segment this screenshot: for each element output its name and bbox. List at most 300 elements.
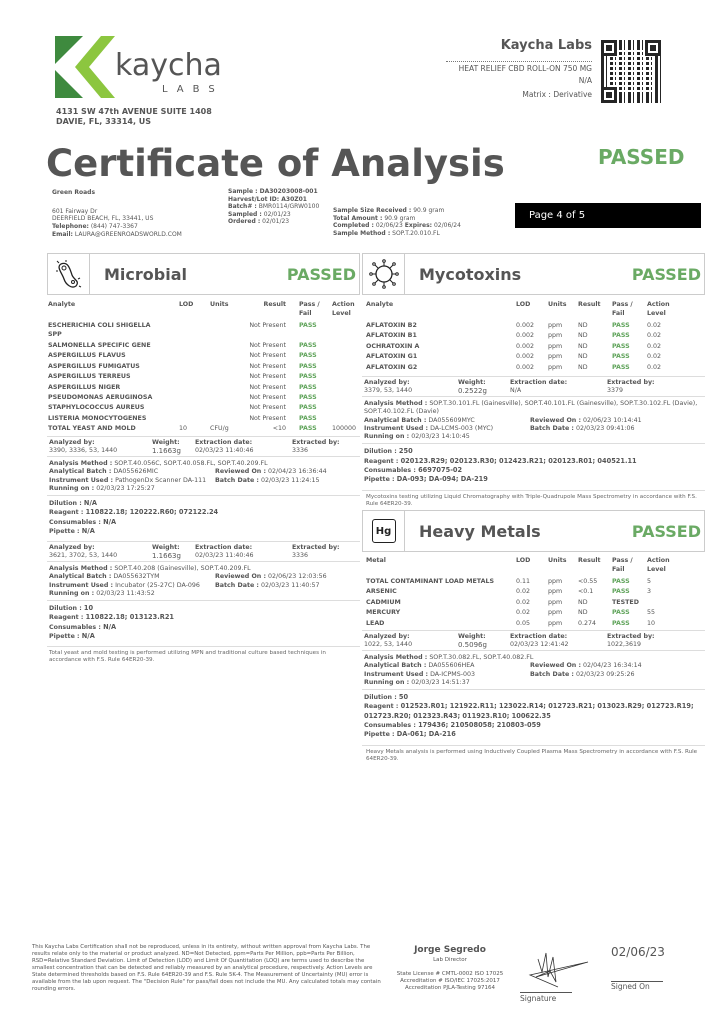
result: ND xyxy=(578,342,588,350)
analyte: ASPERGILLUS FLAVUS xyxy=(48,352,126,360)
value: (844) 747-3367 xyxy=(90,223,138,230)
value: 02/01/23 xyxy=(263,210,291,218)
analyte: LEAD xyxy=(366,619,385,627)
mercury-symbol: Hg xyxy=(372,519,396,543)
batch-row xyxy=(364,417,530,425)
completed xyxy=(333,222,461,230)
result: ND xyxy=(578,332,588,340)
method-value: SOP.T.40.208 (Gainesville), SOP.T.40.209.FL xyxy=(114,565,251,572)
pipette-value: N/A xyxy=(81,527,95,536)
result: ND xyxy=(578,598,588,606)
reagent-details xyxy=(362,443,705,486)
value: 90.9 gram xyxy=(413,207,445,215)
analysis-details xyxy=(362,650,705,689)
label: Completed : xyxy=(333,222,374,230)
heavy-metals-analysis-info xyxy=(362,630,705,763)
mycotoxins-header xyxy=(362,253,705,295)
reviewed-row xyxy=(215,573,327,581)
signature-line xyxy=(520,992,572,993)
table-row xyxy=(48,404,360,414)
batch_date-row xyxy=(530,671,635,679)
batch-row xyxy=(49,573,215,581)
sample-info-2 xyxy=(333,207,461,237)
value: BMR0114/GRW0100 xyxy=(258,203,320,211)
batch_date-value: 02/03/23 11:40:57 xyxy=(260,581,320,589)
consumables-value: 179436; 210508058; 210803-059 xyxy=(418,721,541,730)
instrument-value: DA-ICPMS-003 xyxy=(430,670,476,678)
weight-label: Weight: xyxy=(152,544,180,551)
batch-value: DA055606HEA xyxy=(428,662,475,670)
instrument-batch_date-row xyxy=(364,425,703,433)
reviewed-value: 02/04/23 16:34:14 xyxy=(583,662,642,670)
lot-id: Harvest/Lot ID: A30Z01 xyxy=(228,195,307,203)
table-row xyxy=(48,384,360,394)
consumables-row xyxy=(364,466,703,475)
sampled xyxy=(228,211,319,219)
extraction xyxy=(195,544,254,561)
table-row xyxy=(48,425,360,435)
reagent-value: 012523.R01; 121922.R11; 123022.R14; 012723.R21; 013023.R29; 012723.R19; 012723.R20; 012323.R43; 011923.R10; 100622.35 xyxy=(364,702,694,720)
instrument-row xyxy=(49,582,215,590)
col-header: Pass / Fail xyxy=(612,557,633,573)
result: Not Present xyxy=(249,352,286,360)
dilution-label: Dilution : xyxy=(49,605,82,613)
analyte: CADMIUM xyxy=(366,598,401,606)
lab-name: Kaycha Labs xyxy=(500,38,592,53)
analyte: MERCURY xyxy=(366,609,401,617)
analyte: ARSENIC xyxy=(366,588,397,596)
table-row xyxy=(48,373,360,383)
label: Expires: xyxy=(404,222,433,230)
units: ppm xyxy=(548,353,563,361)
dilution-label: Dilution : xyxy=(49,500,82,508)
consumables-label: Consumables : xyxy=(364,722,416,730)
instrument-row xyxy=(364,671,530,679)
extraction xyxy=(510,633,569,650)
weight xyxy=(152,439,181,456)
action-level: 10 xyxy=(647,619,656,627)
instrument-label: Instrument Used : xyxy=(49,476,114,484)
label: Email: xyxy=(52,231,73,238)
reagent-label: Reagent : xyxy=(49,614,84,622)
result: <10 xyxy=(272,425,286,433)
mycotoxins-table xyxy=(366,301,704,374)
weight-value: 1.1663g xyxy=(152,447,181,456)
running-row xyxy=(49,485,358,493)
analyte: AFLATOXIN G2 xyxy=(366,363,418,371)
logo-mark-icon xyxy=(55,36,117,98)
pass-fail: PASS xyxy=(299,352,317,360)
extracted-label: Extracted by: xyxy=(292,439,340,446)
table-row xyxy=(366,322,704,332)
table-row xyxy=(48,394,360,404)
extraction-value: N/A xyxy=(510,387,522,395)
pass-fail: PASS xyxy=(612,342,630,350)
batch_date-label: Batch Date : xyxy=(215,476,259,484)
consumables-value: N/A xyxy=(103,517,117,526)
col-header: LOD xyxy=(516,557,531,564)
instrument-label: Instrument Used : xyxy=(364,424,429,432)
analyte: STAPHYLOCOCCUS AUREUS xyxy=(48,404,145,412)
instrument-value: Incubator (25-27C) DA-096 xyxy=(115,581,200,589)
method-label: Analysis Method : xyxy=(364,654,428,661)
signature-icon xyxy=(528,947,593,992)
analyte: ASPERGILLUS TERREUS xyxy=(48,373,131,381)
microbial-analysis-info-2 xyxy=(47,541,360,664)
kaycha-logo xyxy=(55,36,225,100)
ordered xyxy=(228,218,319,226)
result: 0.274 xyxy=(578,619,597,627)
table-row xyxy=(366,578,704,588)
lod: 0.02 xyxy=(516,588,531,596)
table-row xyxy=(48,352,360,362)
extraction-label: Extraction date: xyxy=(510,379,568,386)
heavy-metals-table xyxy=(366,557,704,630)
weight-value: 1.1663g xyxy=(152,552,181,561)
qr-code[interactable] xyxy=(601,40,661,103)
instrument-label: Instrument Used : xyxy=(364,670,429,678)
consumables-row xyxy=(364,721,703,730)
pipette-row xyxy=(364,475,703,484)
reagent-value: 020123.R29; 020123.R30; 012423.R21; 020123.R01; 040521.11 xyxy=(400,456,637,465)
reagent-row xyxy=(364,457,703,466)
col-header: Result xyxy=(578,557,601,564)
weight-label: Weight: xyxy=(152,439,180,446)
logo-text: kaycha xyxy=(115,48,222,83)
dilution-row xyxy=(49,604,358,613)
reagent-value: 110822.18; 013123.R21 xyxy=(85,613,174,622)
units: CFU/g xyxy=(210,425,229,433)
result: Not Present xyxy=(249,342,286,349)
instrument-row xyxy=(49,477,215,485)
microbial-header xyxy=(47,253,360,295)
sample-info xyxy=(228,188,319,226)
instrument-row xyxy=(364,425,530,433)
lod: 0.002 xyxy=(516,353,535,361)
weight-value: 0.5096g xyxy=(458,641,487,650)
result: Not Present xyxy=(249,393,286,401)
analyzed-value: 3379, 53, 1440 xyxy=(364,387,413,395)
pipette-value: DA-093; DA-094; DA-219 xyxy=(396,475,488,484)
pipette-row xyxy=(49,527,358,536)
action-level: 3 xyxy=(647,588,652,596)
batch-reviewed-row xyxy=(364,662,703,670)
pipette-value: N/A xyxy=(81,632,95,641)
result: Not Present xyxy=(249,383,286,391)
consumables-label: Consumables : xyxy=(49,518,101,526)
pipette-label: Pipette : xyxy=(364,476,395,484)
value: 90.9 gram xyxy=(384,214,416,222)
batch-value: DA055626MIC xyxy=(113,468,159,476)
analyte: TOTAL CONTAMINANT LOAD METALS xyxy=(366,578,495,585)
section-title: Microbial xyxy=(104,264,187,284)
mycotoxins-note: Mycotoxins testing utilizing Liquid Chromatography with Triple-Quadrupole Mass Spectrometry in accordance with F.S. Rule 64ER20-39. xyxy=(362,490,705,508)
table-row xyxy=(48,322,360,342)
table-header xyxy=(48,301,360,322)
value: SOP.T.20.010.FL xyxy=(392,229,440,237)
analyzed xyxy=(49,544,117,561)
analyzed-row xyxy=(362,376,705,396)
running-row xyxy=(364,679,703,687)
section-status: PASSED xyxy=(631,264,701,284)
client-name: Green Roads xyxy=(52,189,96,196)
extracted-label: Extracted by: xyxy=(292,544,340,551)
extracted xyxy=(292,439,340,456)
label: Ordered : xyxy=(228,218,261,226)
result: Not Present xyxy=(249,414,286,422)
reviewed-label: Reviewed On : xyxy=(530,662,581,670)
product-name: HEAT RELIEF CBD ROLL-ON 750 MG xyxy=(458,64,592,73)
instrument-batch_date-row xyxy=(364,671,703,679)
reviewed-label: Reviewed On : xyxy=(215,573,266,581)
extraction xyxy=(510,379,567,396)
pass-fail: PASS xyxy=(299,393,317,401)
extracted xyxy=(292,544,340,561)
action-level: 0.02 xyxy=(647,353,662,361)
consumables-value: N/A xyxy=(103,622,117,631)
dilution-value: N/A xyxy=(83,499,97,508)
extracted-value: 3379 xyxy=(607,387,624,395)
weight xyxy=(458,633,487,650)
running-row xyxy=(49,590,358,598)
pass-fail: PASS xyxy=(299,404,317,412)
lod: 0.02 xyxy=(516,598,531,606)
reagent-label: Reagent : xyxy=(364,703,399,711)
reviewed-label: Reviewed On : xyxy=(530,416,581,424)
pipette-label: Pipette : xyxy=(49,528,80,536)
signed-date: 02/06/23 xyxy=(611,945,665,959)
weight-label: Weight: xyxy=(458,379,486,386)
method-row xyxy=(49,460,358,468)
table-row xyxy=(366,620,704,630)
product-na: N/A xyxy=(578,76,592,85)
running-row xyxy=(364,433,703,441)
dilution-row xyxy=(364,447,703,456)
microbial-analysis-info-1 xyxy=(47,436,360,538)
table-row xyxy=(366,609,704,619)
dilution-label: Dilution : xyxy=(364,448,397,456)
units: ppm xyxy=(548,322,563,329)
col-header: Analyte xyxy=(366,301,394,308)
batch-row xyxy=(364,662,530,670)
pass-fail: PASS xyxy=(612,588,630,596)
analyzed-value: 3621, 3702, 53, 1440 xyxy=(49,552,118,560)
signer-role: Lab Director xyxy=(433,957,467,963)
logo-sub: LABS xyxy=(162,84,224,95)
running-value: 02/03/23 14:51:37 xyxy=(411,678,470,686)
client-city: DEERFIELD BEACH, FL, 33441, US xyxy=(52,215,154,222)
client-email xyxy=(52,231,182,238)
units: ppm xyxy=(548,342,563,350)
col-header: Units xyxy=(548,301,567,308)
signature-label: Signature xyxy=(520,994,557,1003)
col-header: Result xyxy=(263,301,286,308)
instrument-value: DA-LCMS-003 (MYC) xyxy=(430,424,494,432)
extracted-label: Extracted by: xyxy=(607,633,655,640)
result: ND xyxy=(578,609,588,617)
pipette-value: DA-061; DA-216 xyxy=(396,730,456,739)
pipette-row xyxy=(364,730,703,739)
batch-reviewed-row xyxy=(49,573,358,581)
section-title: Heavy Metals xyxy=(419,521,541,541)
analyzed-row xyxy=(362,630,705,650)
extraction-value: 02/03/23 11:40:46 xyxy=(195,447,254,455)
weight xyxy=(152,544,181,561)
method-value: SOP.T.30.082.FL, SOP.T.40.082.FL xyxy=(429,654,534,661)
analyzed xyxy=(49,439,117,456)
col-header: Action Level xyxy=(647,557,670,573)
col-header: Analyte xyxy=(48,301,76,308)
value: 02/06/24 xyxy=(433,222,461,230)
batch_date-value: 02/03/23 09:41:06 xyxy=(575,424,635,432)
method xyxy=(333,230,461,238)
signed-on-label: Signed On xyxy=(611,982,650,991)
reviewed-label: Reviewed On : xyxy=(215,468,266,476)
running-label: Running on : xyxy=(49,484,95,492)
units: ppm xyxy=(548,578,563,585)
pass-fail: PASS xyxy=(299,322,317,329)
action-level: 0.02 xyxy=(647,363,662,371)
analysis-details xyxy=(362,396,705,443)
analyzed xyxy=(364,633,412,650)
table-row xyxy=(366,588,704,598)
pass-fail: PASS xyxy=(299,373,317,381)
action-level: 0.02 xyxy=(647,322,662,329)
analyte: ASPERGILLUS FUMIGATUS xyxy=(48,362,140,370)
pass-fail: PASS xyxy=(299,425,317,433)
batch-reviewed-row xyxy=(49,468,358,476)
col-header: LOD xyxy=(516,301,531,308)
instrument-batch_date-row xyxy=(49,582,358,590)
microbial-table xyxy=(48,301,360,436)
microbe-icon xyxy=(48,254,90,294)
label: Sample Size Received : xyxy=(333,207,412,215)
extraction-value: 02/03/23 11:40:46 xyxy=(195,552,254,560)
col-header: Action Level xyxy=(332,301,355,317)
batch_date-label: Batch Date : xyxy=(530,424,574,432)
instrument-label: Instrument Used : xyxy=(49,581,114,589)
analyzed-label: Analyzed by: xyxy=(364,379,410,386)
analyzed-value: 3390, 3336, 53, 1440 xyxy=(49,447,118,455)
sample-id: Sample : DA30203008-001 xyxy=(228,188,318,195)
units: ppm xyxy=(548,363,563,371)
table-row xyxy=(48,363,360,373)
heavy-metals-header xyxy=(362,510,705,552)
extraction-label: Extraction date: xyxy=(195,544,253,551)
batch-label: Analytical Batch : xyxy=(364,662,427,670)
reviewed-value: 02/04/23 16:36:44 xyxy=(268,468,327,476)
reagent-value: 110822.18; 120222.R60; 072122.24 xyxy=(85,508,219,517)
lab-address-2: DAVIE, FL, 33314, US xyxy=(56,117,152,126)
batch_date-row xyxy=(530,425,635,433)
batch-value: DA055632TYM xyxy=(113,573,160,581)
lod: 0.05 xyxy=(516,619,531,627)
signer-license: State License # CMTL-0002 ISO 17025 Accreditation # ISO/IEC 17025:2017 Accreditation PJLA-Testing 97164 xyxy=(396,971,504,991)
analyte: PSEUDOMONAS AERUGINOSA xyxy=(48,393,153,401)
pass-fail: PASS xyxy=(612,353,630,361)
col-header: Action Level xyxy=(647,301,670,317)
col-header: Result xyxy=(578,301,601,308)
analyzed-label: Analyzed by: xyxy=(49,544,95,551)
running-value: 02/03/23 17:25:27 xyxy=(96,484,155,492)
method-value: SOP.T.30.101.FL (Gainesville), SOP.T.40.101.FL (Gainesville), SOP.T.30.102.FL (Davie), SOP.T.40.102.FL (Davie) xyxy=(364,400,698,416)
batch_date-row xyxy=(215,477,320,485)
dilution-value: 10 xyxy=(83,604,94,613)
section-status: PASSED xyxy=(286,264,356,284)
table-row xyxy=(366,599,704,609)
pass-fail: PASS xyxy=(612,322,630,329)
page-text: Page 4 of 5 xyxy=(529,210,586,221)
signer-name: Jorge Segredo xyxy=(414,945,486,955)
extracted xyxy=(607,633,655,650)
analyte: ASPERGILLUS NIGER xyxy=(48,383,121,391)
pass-fail: PASS xyxy=(612,609,630,617)
analysis-details xyxy=(47,456,360,495)
action-level: 0.02 xyxy=(647,342,662,350)
reviewed-value: 02/06/23 12:03:56 xyxy=(268,573,327,581)
action-level: 100000 xyxy=(332,425,357,433)
extracted-value: 3336 xyxy=(292,552,309,560)
footer-disclaimer: This Kaycha Labs Certification shall not be reproduced, unless in its entirety, without written approval from Kaycha Labs. The results relate only to the material or product analyzed. ND=Not Detected, ppm=Parts Per Million, ppb=Parts Per Billion, RSD=Relative Standard Deviation. Limit of Detection (LOD) and Limit Of Quantitation (LOQ) are terms used to describe the smallest concentration that can be detected and reliably measured by an analytical procedure, respectively. Action Levels are State determined thresholds based on F.S. Rule 64ER20-39 and F.S. Rule 5K-4. The Measurement of Uncertainty (MU) error is available from the lab upon request. The "Decision Rule" for pass/fail does not include the MU. Any calculated totals may contain rounding errors. xyxy=(32,944,381,992)
method-value: SOP.T.40.056C, SOP.T.40.058.FL, SOP.T.40.209.FL xyxy=(114,460,268,467)
dilution-row xyxy=(49,499,358,508)
extracted-label: Extracted by: xyxy=(607,379,655,386)
method-label: Analysis Method : xyxy=(364,400,428,407)
dilution-value: 50 xyxy=(398,693,409,702)
method-row xyxy=(364,400,703,417)
reagent-row xyxy=(49,508,358,517)
mercury-icon xyxy=(363,511,405,551)
pass-fail: PASS xyxy=(612,619,630,627)
batch_date-value: 02/03/23 11:24:15 xyxy=(260,476,320,484)
lod: 0.002 xyxy=(516,332,535,340)
action-level: 55 xyxy=(647,609,656,617)
running-value: 02/03/23 14:10:45 xyxy=(411,433,470,441)
analyte: AFLATOXIN B1 xyxy=(366,332,417,340)
reviewed-row xyxy=(530,662,642,670)
reagent-row xyxy=(49,613,358,622)
result: Not Present xyxy=(249,322,286,329)
extracted-value: 3336 xyxy=(292,447,309,455)
action-level: 0.02 xyxy=(647,332,662,340)
analyte: AFLATOXIN G1 xyxy=(366,353,418,361)
col-header: Pass / Fail xyxy=(299,301,320,317)
method-label: Analysis Method : xyxy=(49,565,113,572)
reviewed-value: 02/06/23 10:14:41 xyxy=(583,416,642,424)
col-header: Units xyxy=(548,557,567,564)
reviewed-row xyxy=(530,417,642,425)
value: 02/06/23 xyxy=(375,222,403,230)
result: Not Present xyxy=(249,404,286,412)
batch_date-label: Batch Date : xyxy=(215,581,259,589)
table-header xyxy=(366,301,704,322)
analyte: SALMONELLA SPECIFIC GENE xyxy=(48,342,151,349)
consumables-row xyxy=(49,623,358,632)
value: LAURA@GREENROADSWORLD.COM xyxy=(74,231,182,238)
batch_date-row xyxy=(215,582,320,590)
lod: 0.002 xyxy=(516,342,535,350)
analyzed-row xyxy=(47,436,360,456)
action-level: 5 xyxy=(647,578,652,585)
pass-fail: PASS xyxy=(299,342,317,349)
client-street: 601 Fairway Dr xyxy=(52,208,98,215)
label: Batch# : xyxy=(228,203,257,211)
table-row xyxy=(48,415,360,425)
value: 02/01/23 xyxy=(262,218,290,226)
overall-status: PASSED xyxy=(598,145,685,169)
running-label: Running on : xyxy=(364,678,410,686)
batch-row xyxy=(49,468,215,476)
